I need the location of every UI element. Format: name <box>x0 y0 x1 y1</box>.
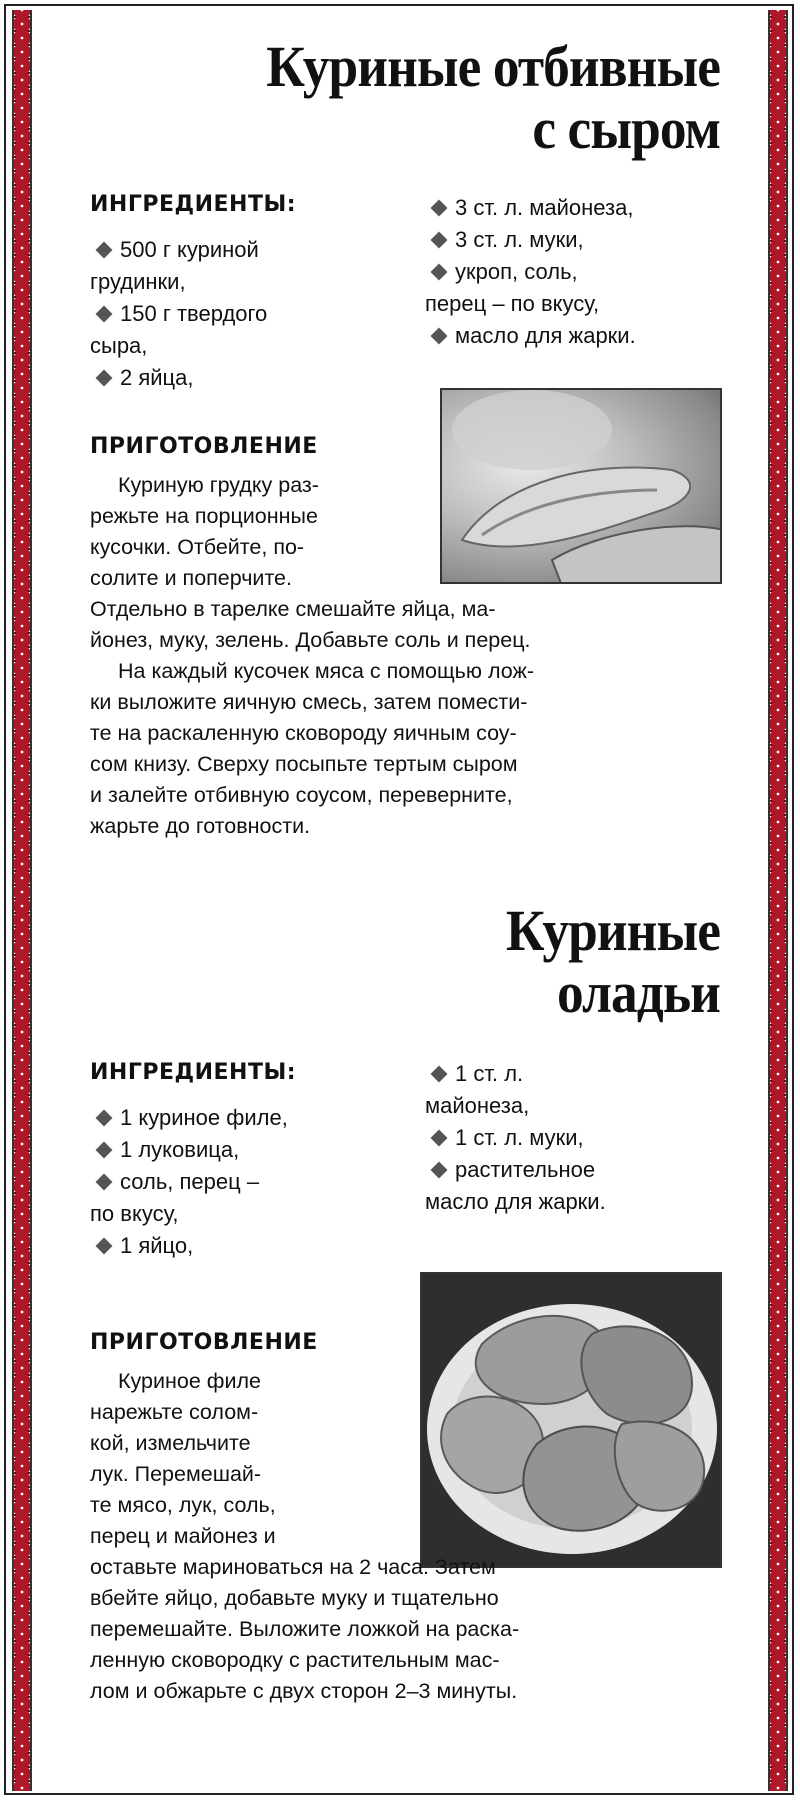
ingredient-item: 3 ст. л. майонеза, <box>425 192 735 224</box>
ingredient-item: 3 ст. л. муки, <box>425 224 735 256</box>
prep-line: и залейте отбивную соусом, переверните, <box>90 783 513 807</box>
recipe-1-ingredients-left <box>90 234 370 394</box>
ingredient-item: соль, перец – <box>90 1166 390 1198</box>
recipe-2-preparation-heading: ПРИГОТОВЛЕНИЕ <box>90 1330 318 1355</box>
recipe-2-ingredients-heading: ИНГРЕДИЕНТЫ: <box>90 1060 297 1085</box>
ingredient-item: 150 г твердого <box>90 298 370 330</box>
prep-line: те на раскаленную сковороду яичным соу- <box>90 721 517 745</box>
prep-line: йонез, муку, зелень. Добавьте соль и перец. <box>90 628 531 652</box>
diamond-bullet-icon <box>96 306 113 323</box>
prep-line: лук. Перемешай- <box>90 1462 262 1486</box>
chicken-chop-image <box>442 390 722 584</box>
diamond-bullet-icon <box>431 328 448 345</box>
ingredient-item-continued: масло для жарки. <box>425 1189 606 1214</box>
diamond-bullet-icon <box>431 1130 448 1147</box>
ingredient-item: укроп, соль, <box>425 256 735 288</box>
recipe-2-title-line-2: оладьи <box>556 960 720 1025</box>
ingredient-item: 1 ст. л. <box>425 1058 725 1090</box>
diamond-bullet-icon <box>431 1162 448 1179</box>
ingredient-item: 1 куриное филе, <box>90 1102 390 1134</box>
ingredient-item: 2 яйца, <box>90 362 370 394</box>
diamond-bullet-icon <box>431 200 448 217</box>
right-ornament-border <box>768 10 788 1791</box>
prep-line: кой, измельчите <box>90 1431 251 1455</box>
recipe-1-title-line-2: с сыром <box>532 96 720 161</box>
prep-line: солите и поперчите. <box>90 566 292 590</box>
ingredient-item-continued: грудинки, <box>90 269 186 294</box>
prep-line: На каждый кусочек мяса с помощью лож- <box>118 659 535 683</box>
recipe-1-ingredients-right <box>425 192 735 352</box>
ingredient-item: масло для жарки. <box>425 320 735 352</box>
prep-line: вбейте яйцо, добавьте муку и тщательно <box>90 1586 499 1610</box>
prep-line: нарежьте солом- <box>90 1400 259 1424</box>
recipe-2-title <box>140 900 720 1024</box>
recipe-2-preparation-narrow <box>90 1366 406 1552</box>
ingredient-item-continued: сыра, <box>90 333 148 358</box>
ingredient-item: 500 г куриной <box>90 234 370 266</box>
prep-line: режьте на порционные <box>90 504 318 528</box>
prep-line: Куриную грудку раз- <box>118 473 319 497</box>
recipe-2-ingredients-right <box>425 1058 725 1218</box>
prep-line: ки выложите яичную смесь, затем помести- <box>90 690 528 714</box>
recipe-1-title <box>140 36 720 160</box>
recipe-1-preparation-narrow <box>90 470 418 594</box>
ingredient-item-continued: майонеза, <box>425 1093 530 1118</box>
recipe-2-title-line-1: Куриные <box>505 898 720 963</box>
diamond-bullet-icon <box>96 370 113 387</box>
recipe-2-photo-chicken-fritters <box>420 1272 722 1568</box>
diamond-bullet-icon <box>96 1110 113 1127</box>
ingredient-item: растительное <box>425 1154 725 1186</box>
prep-line: лом и обжарьте с двух сторон 2–3 минуты. <box>90 1679 518 1703</box>
diamond-bullet-icon <box>96 1142 113 1159</box>
ingredient-item: 1 ст. л. муки, <box>425 1122 725 1154</box>
prep-line: перец и майонез и <box>90 1524 276 1548</box>
ingredient-item-continued: по вкусу, <box>90 1201 179 1226</box>
diamond-bullet-icon <box>96 242 113 259</box>
diamond-bullet-icon <box>431 232 448 249</box>
ingredient-item: 1 яйцо, <box>90 1230 390 1262</box>
prep-line: ленную сковородку с растительным мас- <box>90 1648 500 1672</box>
recipe-1-preparation-heading: ПРИГОТОВЛЕНИЕ <box>90 434 318 459</box>
recipe-1-preparation-wide <box>90 594 722 842</box>
left-ornament-border <box>12 10 32 1791</box>
chicken-fritters-image <box>422 1274 722 1568</box>
prep-line: те мясо, лук, соль, <box>90 1493 276 1517</box>
prep-line: оставьте мариноваться на 2 часа. Затем <box>90 1555 496 1579</box>
prep-line: жарьте до готовности. <box>90 814 311 838</box>
recipe-2-ingredients-left <box>90 1102 390 1262</box>
ingredient-item: 1 луковица, <box>90 1134 390 1166</box>
diamond-bullet-icon <box>96 1174 113 1191</box>
prep-line: Куриное филе <box>118 1369 261 1393</box>
prep-line: перемешайте. Выложите ложкой на раска- <box>90 1617 520 1641</box>
prep-line: сом книзу. Сверху посыпьте тертым сыром <box>90 752 518 776</box>
recipe-1-title-line-1: Куриные отбивные <box>266 34 720 99</box>
prep-line: кусочки. Отбейте, по- <box>90 535 305 559</box>
prep-line: Отдельно в тарелке смешайте яйца, ма- <box>90 597 496 621</box>
diamond-bullet-icon <box>96 1238 113 1255</box>
diamond-bullet-icon <box>431 264 448 281</box>
recipe-1-ingredients-heading: ИНГРЕДИЕНТЫ: <box>90 192 297 217</box>
ingredient-item-continued: перец – по вкусу, <box>425 291 600 316</box>
diamond-bullet-icon <box>431 1066 448 1083</box>
recipe-1-photo-chicken-chops <box>440 388 722 584</box>
recipe-2-preparation-wide <box>90 1552 722 1707</box>
